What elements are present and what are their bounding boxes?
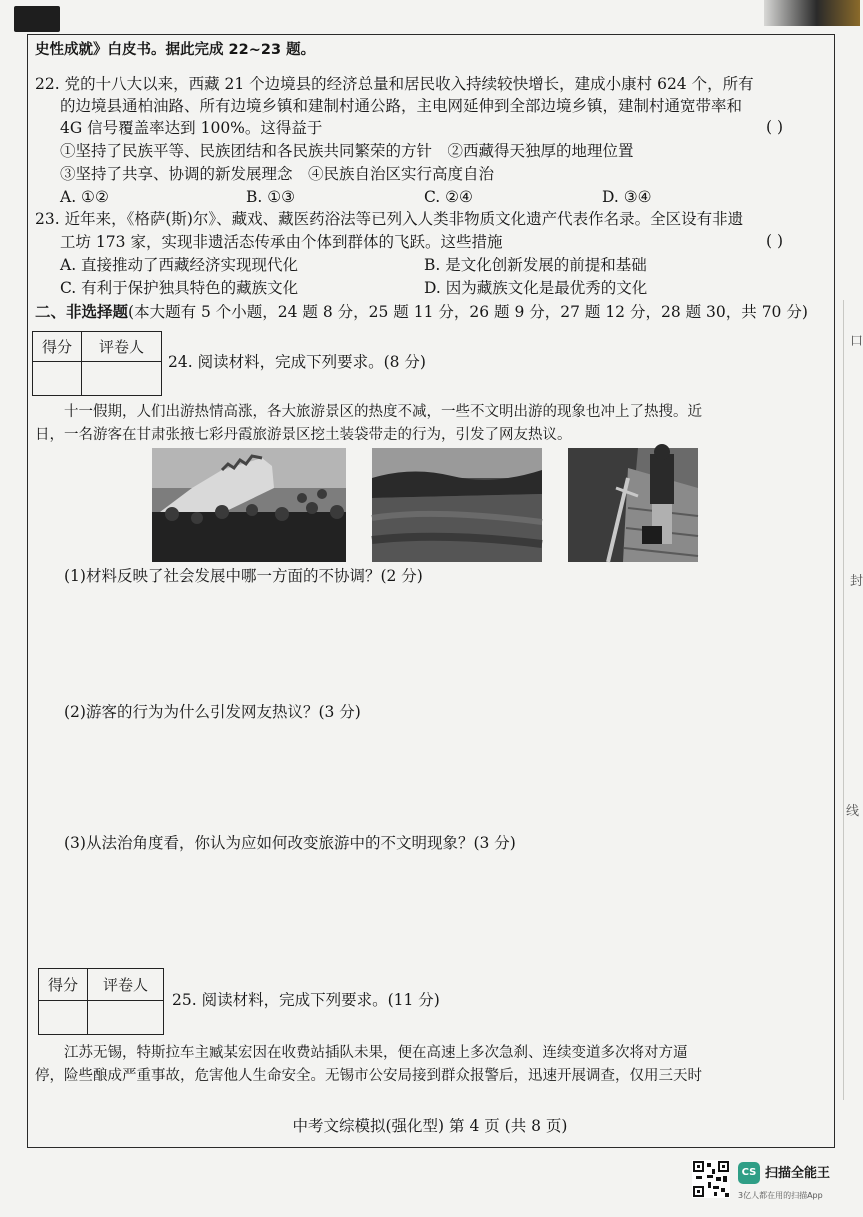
q25-material: 江苏无锡，特斯拉车主臧某宏因在收费站插队未果，便在高速上多次急刹、连续变道多次将对方逼 (35, 1045, 688, 1061)
q24-material: 十一假期，人们出游热情高涨，各大旅游景区的热度不减，一些不文明出游的现象也冲上了热搜。近 (35, 404, 702, 420)
q22-line: 的边境县通柏油路、所有边境乡镇和建制村通公路，主电网延伸到全部边境乡镇，建制村通宽带率和 (60, 97, 743, 115)
q22-option: D. ③④ (602, 188, 652, 206)
scanner-app-name: 扫描全能王 (765, 1166, 831, 1181)
q24-subquestion: (3)从法治角度看，你认为应如何改变旅游中的不文明现象？(3 分) (64, 834, 516, 852)
grader-cell (82, 362, 162, 396)
q25-heading: 25. 阅读材料，完成下列要求。(11 分) (172, 991, 440, 1009)
page-footer: 中考文综模拟(强化型) 第 4 页 (共 8 页) (292, 1117, 568, 1135)
q23-option: A. 直接推动了西藏经济实现现代化 (60, 256, 299, 274)
q23-option: C. 有利于保护独具特色的藏族文化 (60, 279, 299, 297)
binding-mark: 封 (850, 574, 863, 589)
score-table (38, 968, 164, 1035)
q22-line: 4G 信号覆盖率达到 100%。这得益于 (60, 119, 323, 137)
section-heading (35, 302, 808, 322)
q23-line: 23. 近年来，《格萨(斯)尔》、藏戏、藏医药浴法等已列入人类非物质文化遗产代表作名录。全区设有非遗 (35, 210, 744, 228)
score-label: 得分 (33, 332, 82, 362)
section-desc: (本大题有 5 个小题，24 题 8 分，25 题 11 分，26 题 9 分，27 题 12 分，28 题 30，共 70 分) (128, 303, 808, 321)
q22-statement: ①坚持了民族平等、民族团结和各民族共同繁荣的方针 ②西藏得天独厚的地理位置 (60, 142, 634, 160)
score-cell (33, 362, 82, 396)
grader-label: 评卷人 (82, 332, 162, 362)
binding-line (843, 300, 844, 1100)
q22-line: 22. 党的十八大以来，西藏 21 个边境县的经济总量和居民收入持续较快增长，建成小康村 624 个，所有 (35, 75, 754, 93)
q23-option: B. 是文化创新发展的前提和基础 (424, 256, 647, 274)
photo-great-wall-crowd (152, 448, 346, 562)
binding-mark: 口 (850, 334, 863, 349)
q23-line: 工坊 173 家，实现非遗活态传承由个体到群体的飞跃。这些措施 (60, 233, 503, 251)
q25-material: 停，险些酿成严重事故，危害他人生命安全。无锡市公安局接到群众报警后，迅速开展调查，仅用三天时 (35, 1068, 702, 1084)
header-line: 史性成就》白皮书。据此完成 22~23 题。 (35, 42, 316, 58)
qr-code-icon (692, 1160, 730, 1198)
q24-material: 日，一名游客在甘肃张掖七彩丹霞旅游景区挖土装袋带走的行为，引发了网友热议。 (35, 427, 572, 443)
q22-option: B. ①③ (246, 188, 296, 206)
scan-shadow (764, 0, 860, 26)
score-label: 得分 (39, 969, 88, 1001)
q24-subquestion: (2)游客的行为为什么引发网友热议？(3 分) (64, 703, 361, 721)
score-table (32, 331, 162, 396)
grader-cell (88, 1001, 164, 1035)
grader-label: 评卷人 (88, 969, 164, 1001)
binding-mark: 线 (846, 804, 860, 819)
photo-danxia-landscape (372, 448, 542, 562)
q22-statement: ③坚持了共享、协调的新发展理念 ④民族自治区实行高度自治 (60, 165, 495, 183)
photo-tourist-digging (568, 448, 698, 562)
section-title: 二、非选择题 (35, 302, 129, 321)
q24-subquestion: (1)材料反映了社会发展中哪一方面的不协调？(2 分) (64, 567, 423, 585)
q23-option: D. 因为藏族文化是最优秀的文化 (424, 279, 648, 297)
scan-shadow (14, 6, 60, 32)
scanner-tagline: 3亿人都在用的扫描App (738, 1191, 823, 1200)
score-cell (39, 1001, 88, 1035)
q22-option: A. ①② (60, 188, 109, 206)
answer-blank: ( ) (766, 232, 784, 250)
answer-blank: ( ) (766, 118, 784, 136)
camscanner-logo-icon: CS (738, 1162, 760, 1184)
q24-heading: 24. 阅读材料，完成下列要求。(8 分) (168, 353, 426, 371)
q22-option: C. ②④ (424, 188, 473, 206)
